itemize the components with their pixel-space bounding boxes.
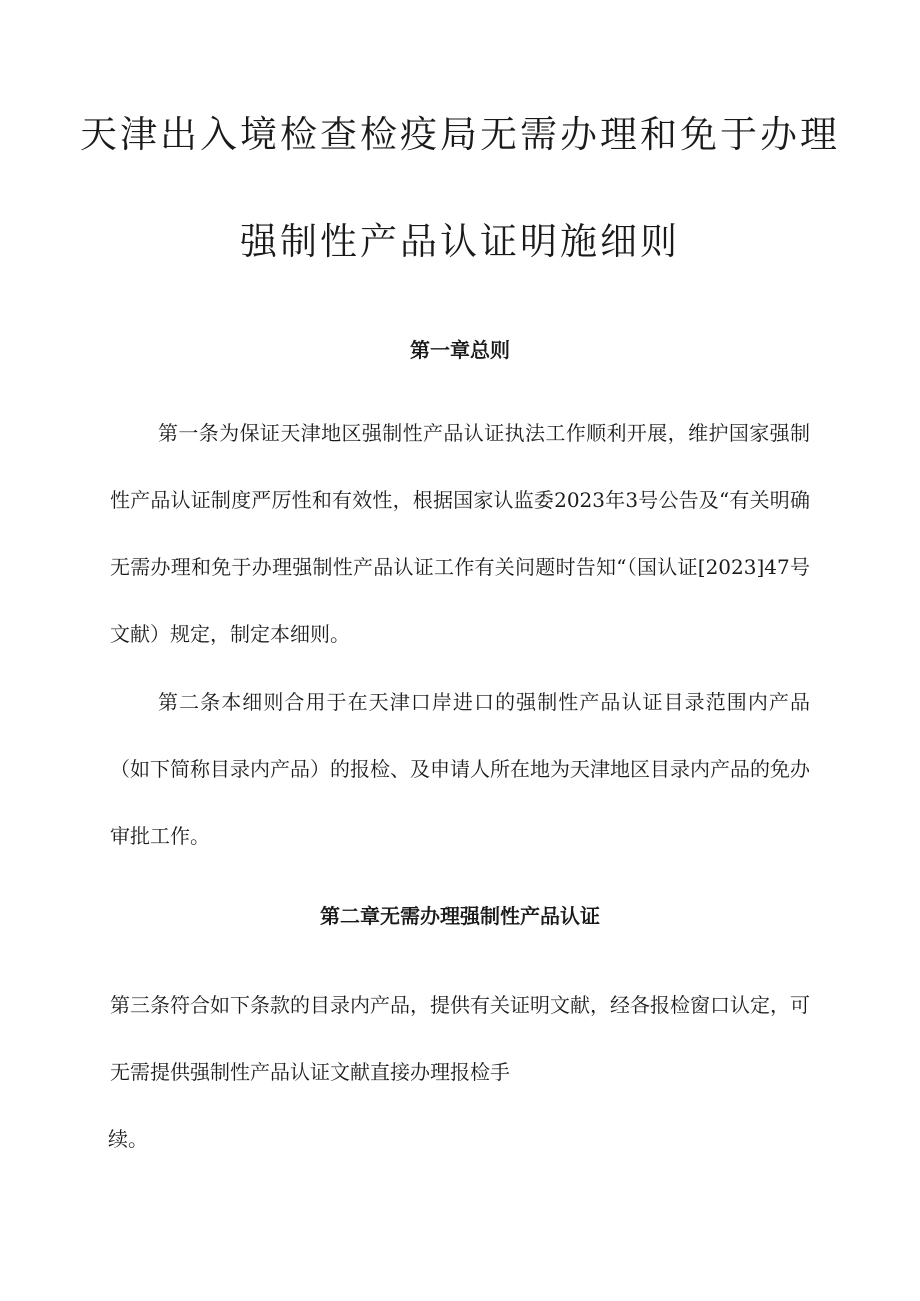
- article-3-paragraph: 第三条符合如下条款的目录内产品，提供有关证明文献，经各报检窗口认定，可无需提供强制性产品认证文献直接办理报检手: [110, 993, 810, 1084]
- document-title-line-2: 强制性产品认证明施细则: [240, 220, 680, 263]
- article-2-paragraph: 第二条本细则合用于在天津口岸进口的强制性产品认证目录范围内产品（如下简称目录内产品）的报检、及申请人所在地为天津地区目录内产品的免办审批工作。: [110, 690, 810, 848]
- chapter-2-heading: 第二章无需办理强制性产品认证: [320, 904, 600, 928]
- document-title-line-1: 天津出入境检查检疫局无需办理和免于办理: [80, 113, 840, 156]
- chapter-1-heading: 第一章总则: [410, 338, 510, 362]
- article-1-paragraph: 第一条为保证天津地区强制性产品认证执法工作顺利开展，维护国家强制性产品认证制度严厉性和有效性，根据国家认监委2023年3号公告及“有关明确无需办理和免于办理强制性产品认证工作有关问题时告知“（国认证[2023]47号文献）规定，制定本细则。: [110, 421, 810, 646]
- article-3-paragraph-tail: 续。: [108, 1127, 148, 1151]
